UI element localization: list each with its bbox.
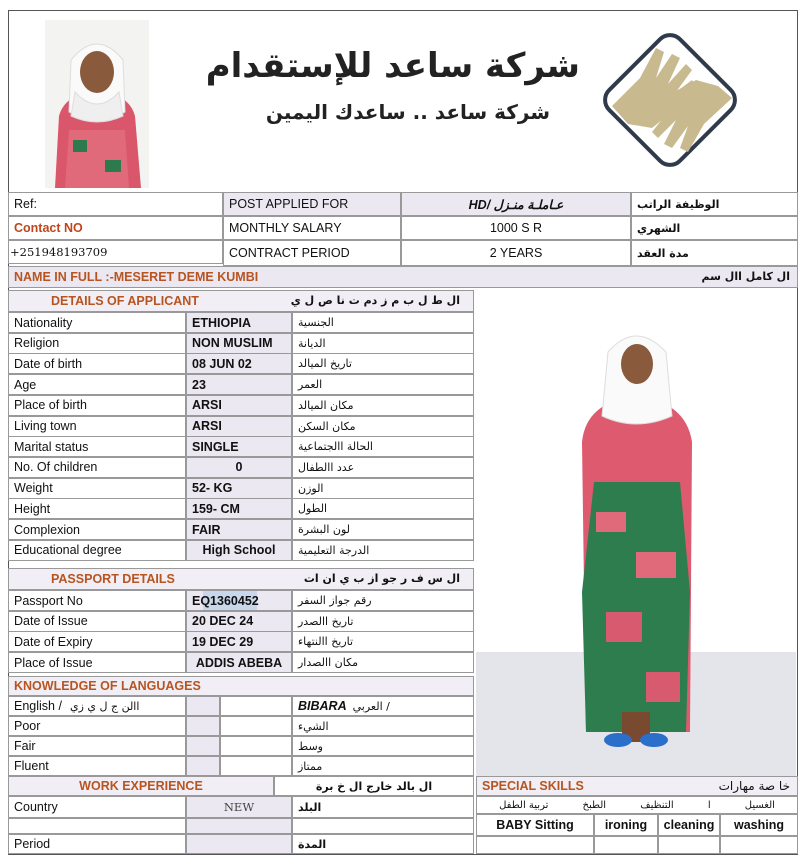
- passport-value-1: 20 DEC 24: [186, 611, 292, 632]
- detail-label-1: Religion: [8, 333, 186, 354]
- skill-ironing: ironing: [594, 814, 658, 836]
- name-label: NAME IN FULL :-MESERET DEME KUMBI: [14, 270, 259, 284]
- lang-check-0: [186, 716, 220, 736]
- detail-value-1: NON MUSLIM: [186, 333, 292, 354]
- salary-label: MONTHLY SALARY: [223, 216, 401, 240]
- skill-ar-1: ا: [707, 799, 711, 811]
- company-title: شركة ساعد للإستقدام: [205, 46, 580, 86]
- detail-label-0: Nationality: [8, 312, 186, 333]
- english-row: [8, 696, 186, 716]
- company-subtitle: شركة ساعد .. ساعدك اليمين: [265, 100, 550, 124]
- name-ar: ال كامل اال سم: [701, 270, 790, 283]
- lang-ar-2: ممتاز: [292, 756, 474, 776]
- skills-blank-3: [658, 836, 720, 854]
- post-value: HD/ عـاملـة منـزل: [401, 192, 631, 216]
- salary-value: 1000 S R: [401, 216, 631, 240]
- detail-value-11: High School: [186, 540, 292, 561]
- skill-baby-sitting: BABY Sitting: [476, 814, 594, 836]
- detail-label-6: Marital status: [8, 436, 186, 457]
- lang-ar-0: الشيء: [292, 716, 474, 736]
- period-ar: المدة: [292, 834, 474, 854]
- detail-label-11: Educational degree: [8, 540, 186, 561]
- detail-ar-3: العمر: [292, 374, 474, 395]
- work-blank-1: [8, 818, 186, 834]
- skills-title-text: SPECIAL SKILLS: [482, 779, 584, 793]
- detail-ar-11: الدرجة التعليمية: [292, 540, 474, 561]
- contract-label: CONTRACT PERIOD: [223, 240, 401, 266]
- passport-ar-2: تاريخ االنتهاء: [292, 631, 474, 652]
- detail-label-5: Living town: [8, 416, 186, 437]
- details-title-ar: ال ط ل ب م ز دم ت نا ص ل ي: [290, 294, 460, 307]
- passport-value-2: 19 DEC 29: [186, 631, 292, 652]
- detail-value-2: 08 JUN 02: [186, 353, 292, 374]
- work-title-ar: ال بالد خارج ال خ برة: [274, 776, 474, 796]
- detail-value-3: 23: [186, 374, 292, 395]
- contact-label: Contact NO: [8, 216, 223, 240]
- detail-label-2: Date of birth: [8, 353, 186, 374]
- detail-value-8: 52- KG: [186, 478, 292, 499]
- details-title-text: DETAILS OF APPLICANT: [51, 294, 199, 308]
- post-label: POST APPLIED FOR: [223, 192, 401, 216]
- arabic-value: BIBARA: [298, 699, 347, 713]
- skill-ar-3: الطبخ: [582, 799, 607, 811]
- ref-label: Ref:: [8, 192, 223, 216]
- lang-label-0: Poor: [8, 716, 186, 736]
- detail-ar-0: الجنسية: [292, 312, 474, 333]
- period-value: [186, 834, 292, 854]
- country-ar: البلد: [292, 796, 474, 818]
- country-value: NEW: [186, 796, 292, 818]
- detail-label-10: Complexion: [8, 519, 186, 540]
- languages-title: [8, 676, 474, 696]
- detail-ar-4: مكان الميالد: [292, 395, 474, 416]
- lang-check-1: [186, 736, 220, 756]
- contract-value: 2 YEARS: [401, 240, 631, 266]
- english-check: [186, 696, 220, 716]
- detail-ar-1: الديانة: [292, 333, 474, 354]
- work-title-text: WORK EXPERIENCE: [79, 779, 203, 793]
- passport-label-2: Date of Expiry: [8, 631, 186, 652]
- country-label: Country: [8, 796, 186, 818]
- passport-ar-1: تاريخ االصدر: [292, 611, 474, 632]
- detail-ar-8: الوزن: [292, 478, 474, 499]
- detail-label-4: Place of birth: [8, 395, 186, 416]
- skills-ar-row: [476, 796, 798, 814]
- detail-label-9: Height: [8, 498, 186, 519]
- detail-value-6: SINGLE: [186, 436, 292, 457]
- work-title: [8, 776, 274, 796]
- passport-value-3: ADDIS ABEBA: [186, 652, 292, 673]
- skills-blank-1: [476, 836, 594, 854]
- skill-cleaning: cleaning: [658, 814, 720, 836]
- lang-blank-2: [220, 756, 292, 776]
- detail-ar-9: الطول: [292, 498, 474, 519]
- period-label: Period: [8, 834, 186, 854]
- detail-value-10: FAIR: [186, 519, 292, 540]
- lang-blank-0: [220, 716, 292, 736]
- detail-value-4: ARSI: [186, 395, 292, 416]
- languages-title-text: KNOWLEDGE OF LANGUAGES: [14, 679, 201, 693]
- english-ar: االن ج ل ي زي: [69, 699, 140, 713]
- arabic-ar: / العربي: [352, 699, 390, 713]
- skill-ar-0: الغسيل: [744, 799, 775, 811]
- passport-ar-0: رقم جواز السفر: [292, 590, 474, 611]
- skill-washing: washing: [720, 814, 798, 836]
- detail-label-3: Age: [8, 374, 186, 395]
- company-logo: [592, 28, 752, 180]
- detail-ar-5: مكان السكن: [292, 416, 474, 437]
- passport-title-text: PASSPORT DETAILS: [51, 572, 175, 586]
- passport-value-0: EQ1360452: [186, 590, 292, 611]
- detail-value-0: ETHIOPIA: [186, 312, 292, 333]
- passport-ar-3: مكان االصدار: [292, 652, 474, 673]
- contact-value: +251948193709: [8, 240, 223, 264]
- detail-ar-6: الحالة االجتماعية: [292, 436, 474, 457]
- lang-label-2: Fluent: [8, 756, 186, 776]
- detail-label-8: Weight: [8, 478, 186, 499]
- passport-label-1: Date of Issue: [8, 611, 186, 632]
- detail-ar-10: لون البشرة: [292, 519, 474, 540]
- skill-ar-2: التنظيف: [640, 799, 674, 811]
- work-blank-3: [292, 818, 474, 834]
- english-label: English /: [14, 699, 62, 713]
- passport-title-ar: ال س ف ر جو از ب ي ان ات: [303, 572, 460, 585]
- skill-ar-4: تربية الطفل: [499, 799, 549, 811]
- skills-title-ar: خا صة مهارات: [718, 779, 790, 793]
- passport-label-3: Place of Issue: [8, 652, 186, 673]
- detail-value-9: 159- CM: [186, 498, 292, 519]
- detail-label-7: No. Of children: [8, 457, 186, 478]
- full-body-photo: [476, 292, 796, 776]
- headshot-illustration: [45, 20, 149, 188]
- passport-label-0: Passport No: [8, 590, 186, 611]
- lang-label-1: Fair: [8, 736, 186, 756]
- lang-blank-1: [220, 736, 292, 756]
- detail-value-7: 0: [186, 457, 292, 478]
- full-body-illustration: [476, 292, 796, 776]
- detail-value-5: ARSI: [186, 416, 292, 437]
- english-blank: [220, 696, 292, 716]
- work-blank-2: [186, 818, 292, 834]
- detail-ar-2: تاريخ الميالد: [292, 353, 474, 374]
- contract-ar: مدة العقد: [631, 240, 798, 266]
- arabic-row: [292, 696, 474, 716]
- detail-ar-7: عدد االطفال: [292, 457, 474, 478]
- lang-check-2: [186, 756, 220, 776]
- lang-ar-1: وسط: [292, 736, 474, 756]
- headshot-photo: [45, 20, 149, 188]
- salary-ar: الشهري: [631, 216, 798, 240]
- skills-blank-2: [594, 836, 658, 854]
- post-ar: الوظيفة الراتب: [631, 192, 798, 216]
- skills-blank-4: [720, 836, 798, 854]
